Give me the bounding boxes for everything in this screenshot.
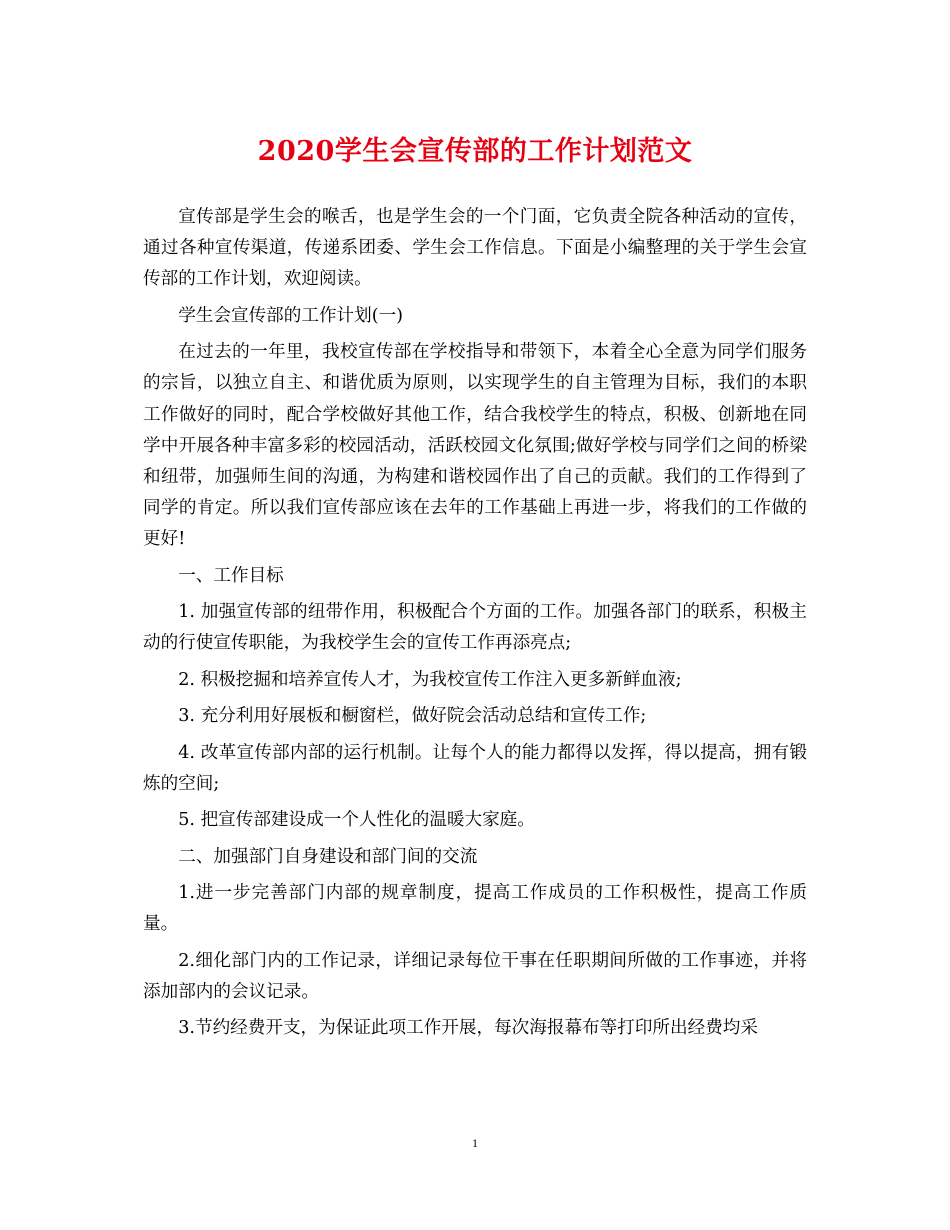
document-body: [143, 202, 807, 1050]
page-number: 1: [472, 1136, 478, 1150]
paragraph: 宣传部是学生会的喉舌，也是学生会的一个门面，它负责全院各种活动的宣传，通过各种宣传渠道，传递系团委、学生会工作信息。下面是小编整理的关于学生会宣传部的工作计划，欢迎阅读。: [143, 207, 807, 290]
section-heading: 学生会宣传部的工作计划(一): [178, 305, 404, 326]
list-item: 3.节约经费开支，为保证此项工作开展，每次海报幕布等打印所出经费均采: [178, 1018, 758, 1039]
section-heading: 一、工作目标: [178, 565, 284, 586]
document-title: 2020学生会宣传部的工作计划范文: [257, 136, 693, 167]
list-item: 2. 积极挖掘和培养宣传人才，为我校宣传工作注入更多新鲜血液;: [178, 669, 682, 690]
list-item: 5. 把宣传部建设成一个人性化的温暖大家庭。: [178, 810, 535, 831]
section-heading: 二、加强部门自身建设和部门间的交流: [178, 846, 478, 867]
list-item: 1. 加强宣传部的纽带作用，积极配合个方面的工作。加强各部门的联系，积极主动的行使宣传职能，为我校学生会的宣传工作再添亮点;: [143, 602, 807, 654]
list-item: 3. 充分利用好展板和橱窗栏，做好院会活动总结和宣传工作;: [178, 706, 647, 727]
list-item: 1.进一步完善部门内部的规章制度，提高工作成员的工作积极性，提高工作质量。: [143, 882, 807, 935]
paragraph: 在过去的一年里，我校宣传部在学校指导和带领下，本着全心全意为同学们服务的宗旨，以独立自主、和谐优质为原则，以实现学生的自主管理为目标，我们的本职工作做好的同时，配合学校做好其他工作，结合我校学生的特点，积极、创新地在同学中开展各种丰富多彩的校园活动，活跃校园文化氛围;做好学校与同学们之间的桥梁和纽带，加强师生间的沟通，为构建和谐校园作出了自己的贡献。我们的工作得到了同学的肯定。所以我们宣传部应该在去年的工作基础上再进一步，将我们的工作做的更好!: [143, 342, 807, 550]
list-item: 4. 改革宣传部内部的运行机制。让每个人的能力都得以发挥，得以提高，拥有锻炼的空间;: [143, 742, 807, 794]
list-item: 2.细化部门内的工作记录，详细记录每位干事在任职期间所做的工作事迹，并将添加部内的会议记录。: [143, 950, 807, 1002]
